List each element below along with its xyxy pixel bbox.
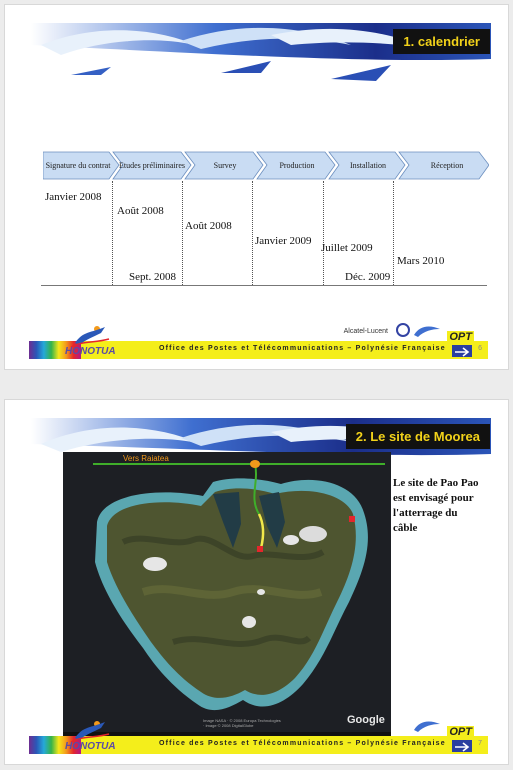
map-credits: Image NASA · © 2008 Europa Technologies · Image © 2008 DigitalGlobe (203, 718, 281, 728)
opt-logo (434, 726, 474, 752)
page-number: 6 (478, 345, 482, 352)
date-label: Août 2008 (185, 220, 232, 232)
date-label: Août 2008 (117, 205, 164, 217)
phase-label: Etudes préliminaires (119, 160, 185, 170)
date-label: Déc. 2009 (345, 271, 391, 283)
footer-text: Office des Postes et Télécommunications – Polynésie Française (159, 740, 446, 747)
divider (323, 181, 324, 285)
date-label: Janvier 2008 (45, 191, 102, 203)
slide-site-moorea (5, 400, 508, 764)
timeline-baseline (41, 285, 487, 286)
page-title: 1. calendrier (393, 29, 490, 54)
route-label: Vers Raiatea (123, 454, 169, 463)
phase-etudes (119, 151, 185, 179)
google-logo: Google (347, 714, 385, 726)
satellite-map (63, 452, 391, 742)
logo-text: HONOTUA (65, 741, 116, 752)
phase-label: Production (279, 160, 315, 170)
opt-label: OPT (449, 726, 472, 738)
phase-installation (337, 151, 399, 179)
alcatel-label: Alcatel-Lucent (343, 328, 388, 335)
timeline (43, 151, 489, 181)
phase-production (265, 151, 329, 179)
slide-calendrier (5, 5, 508, 369)
footer-text: Office des Postes et Télécommunications – Polynésie Française (159, 345, 446, 352)
moorea-island-map (63, 452, 391, 742)
date-label: Mars 2010 (397, 255, 445, 267)
logo-text: HONOTUA (65, 346, 116, 357)
phase-reception (407, 151, 487, 179)
date-label: Juillet 2009 (321, 242, 373, 254)
date-label: Janvier 2009 (255, 235, 312, 247)
honotua-logo (65, 718, 115, 754)
divider (252, 181, 253, 285)
opt-logo (434, 331, 474, 357)
arrow-right-icon (452, 345, 472, 357)
date-label: Sept. 2008 (129, 271, 177, 283)
divider (182, 181, 183, 285)
divider (393, 181, 394, 285)
phase-label: Survey (213, 160, 237, 170)
opt-label: OPT (449, 331, 472, 343)
phase-label: Installation (350, 160, 386, 170)
phase-survey (193, 151, 257, 179)
honotua-logo (65, 323, 115, 359)
page-title: 2. Le site de Moorea (346, 424, 490, 449)
phase-signature (45, 151, 111, 179)
arrow-right-icon (452, 740, 472, 752)
phase-label: Réception (430, 160, 464, 170)
phase-label: Signature du contrat (45, 160, 111, 170)
divider (112, 181, 113, 285)
site-description: Le site de Pao Pao est envisagé pour l'atterrage du câble (393, 477, 479, 534)
page-number: 7 (478, 740, 482, 747)
alcatel-logo (396, 323, 410, 337)
